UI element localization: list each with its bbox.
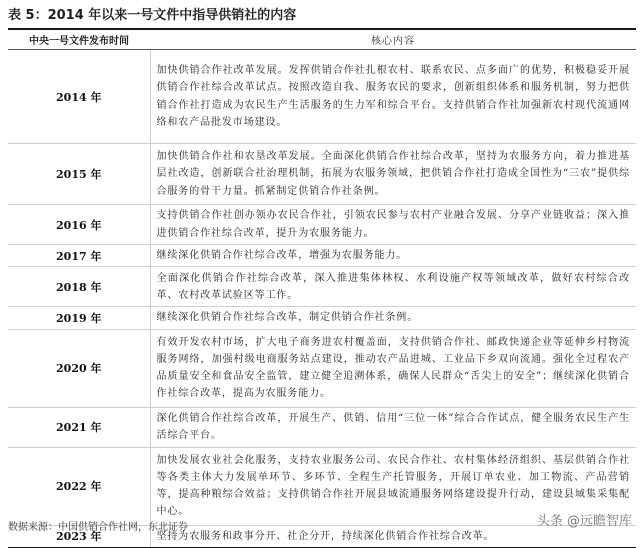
content-cell: 深化供销合作社综合改革，开展生产、供销、信用“三位一体”综合合作试点，健全服务农民生产生活综合平台。 xyxy=(150,407,636,447)
table-header-row xyxy=(8,29,636,50)
year-cell: 2016 年 xyxy=(8,205,150,245)
content-cell: 继续深化供销合作社综合改革，增强为农服务能力。 xyxy=(150,245,636,267)
table-row xyxy=(8,307,636,329)
content-cell: 支持供销合作社创办领办农民合作社，引领农民参与农村产业融合发展、分享产业链收益；深入推进供销合作社综合改革，提升为农服务能力。 xyxy=(150,205,636,245)
header-publish-time: 中央一号文件发布时间 xyxy=(8,29,150,50)
content-cell: 加快供销合作社改革发展。发挥供销合作社扎根农村、联系农民、点多面广的优势，积极稳妥开展供销合作社综合改革试点。按照改造自我、服务农民的要求，创新组织体系和服务机制，努力把供销合作社打造成为农民生产生活服务的生力军和综合平台。支持供销合作社加强新农村现代流通网络和农产品批发市场建设。 xyxy=(150,50,636,144)
year-cell: 2021 年 xyxy=(8,407,150,447)
year-cell: 2022 年 xyxy=(8,447,150,525)
policy-table xyxy=(8,29,636,548)
content-cell: 全面深化供销合作社综合改革，深入推进集体林权、水利设施产权等领域改革，做好农村综合改革、农村改革试验区等工作。 xyxy=(150,267,636,307)
content-cell: 加快发展农业社会化服务，支持农业服务公司、农民合作社、农村集体经济组织、基层供销合作社等各类主体大力发展单环节、多环节、全程生产托管服务，开展订单农业、加工物流、产品营销等，提高种粮综合效益；支持供销合作社开展县域流通服务网络建设提升行动，建设县域集采集配中心。 xyxy=(150,447,636,525)
table-row xyxy=(8,267,636,307)
content-cell: 继续深化供销合作社综合改革，制定供销合作社条例。 xyxy=(150,307,636,329)
year-cell: 2019 年 xyxy=(8,307,150,329)
data-source-note: 数据来源：中国供销合作社网，东北证券 xyxy=(8,522,188,533)
table-title: 表 5：2014 年以来一号文件中指导供销社的内容 xyxy=(8,8,297,23)
table-row xyxy=(8,50,636,144)
year-cell: 2023 年 xyxy=(8,525,150,547)
year-cell: 2018 年 xyxy=(8,267,150,307)
table-row xyxy=(8,205,636,245)
year-cell: 2020 年 xyxy=(8,329,150,407)
year-cell: 2014 年 xyxy=(8,50,150,144)
content-cell: 有效开发农村市场，扩大电子商务进农村覆盖面，支持供销合作社、邮政快递企业等延伸乡村物流服务网络，加强村级电商服务站点建设，推动农产品进城、工业品下乡双向流通。强化全过程农产品质量安全和食品安全监管，建立健全追溯体系，确保人民群众“舌尖上的安全”；继续深化供销合作社综合改革，提高为农服务能力。 xyxy=(150,329,636,407)
year-cell: 2015 年 xyxy=(8,144,150,205)
content-cell: 加快供销合作社和农垦改革发展。全面深化供销合作社综合改革，坚持为农服务方向，着力推进基层社改造，创新联合社治理机制，拓展为农服务领域，把供销合作社打造成全国性为“三农”提供综合服务的骨干力量。抓紧制定供销合作社条例。 xyxy=(150,144,636,205)
table-row xyxy=(8,329,636,407)
table-row xyxy=(8,245,636,267)
watermark: 头条 @远瞻智库 xyxy=(536,514,632,529)
table-row xyxy=(8,407,636,447)
table-row xyxy=(8,144,636,205)
content-cell: 坚持为农服务和政事分开、社企分开，持续深化供销合作社综合改革。 xyxy=(150,525,636,547)
year-cell: 2017 年 xyxy=(8,245,150,267)
header-core-content: 核心内容 xyxy=(150,29,636,50)
